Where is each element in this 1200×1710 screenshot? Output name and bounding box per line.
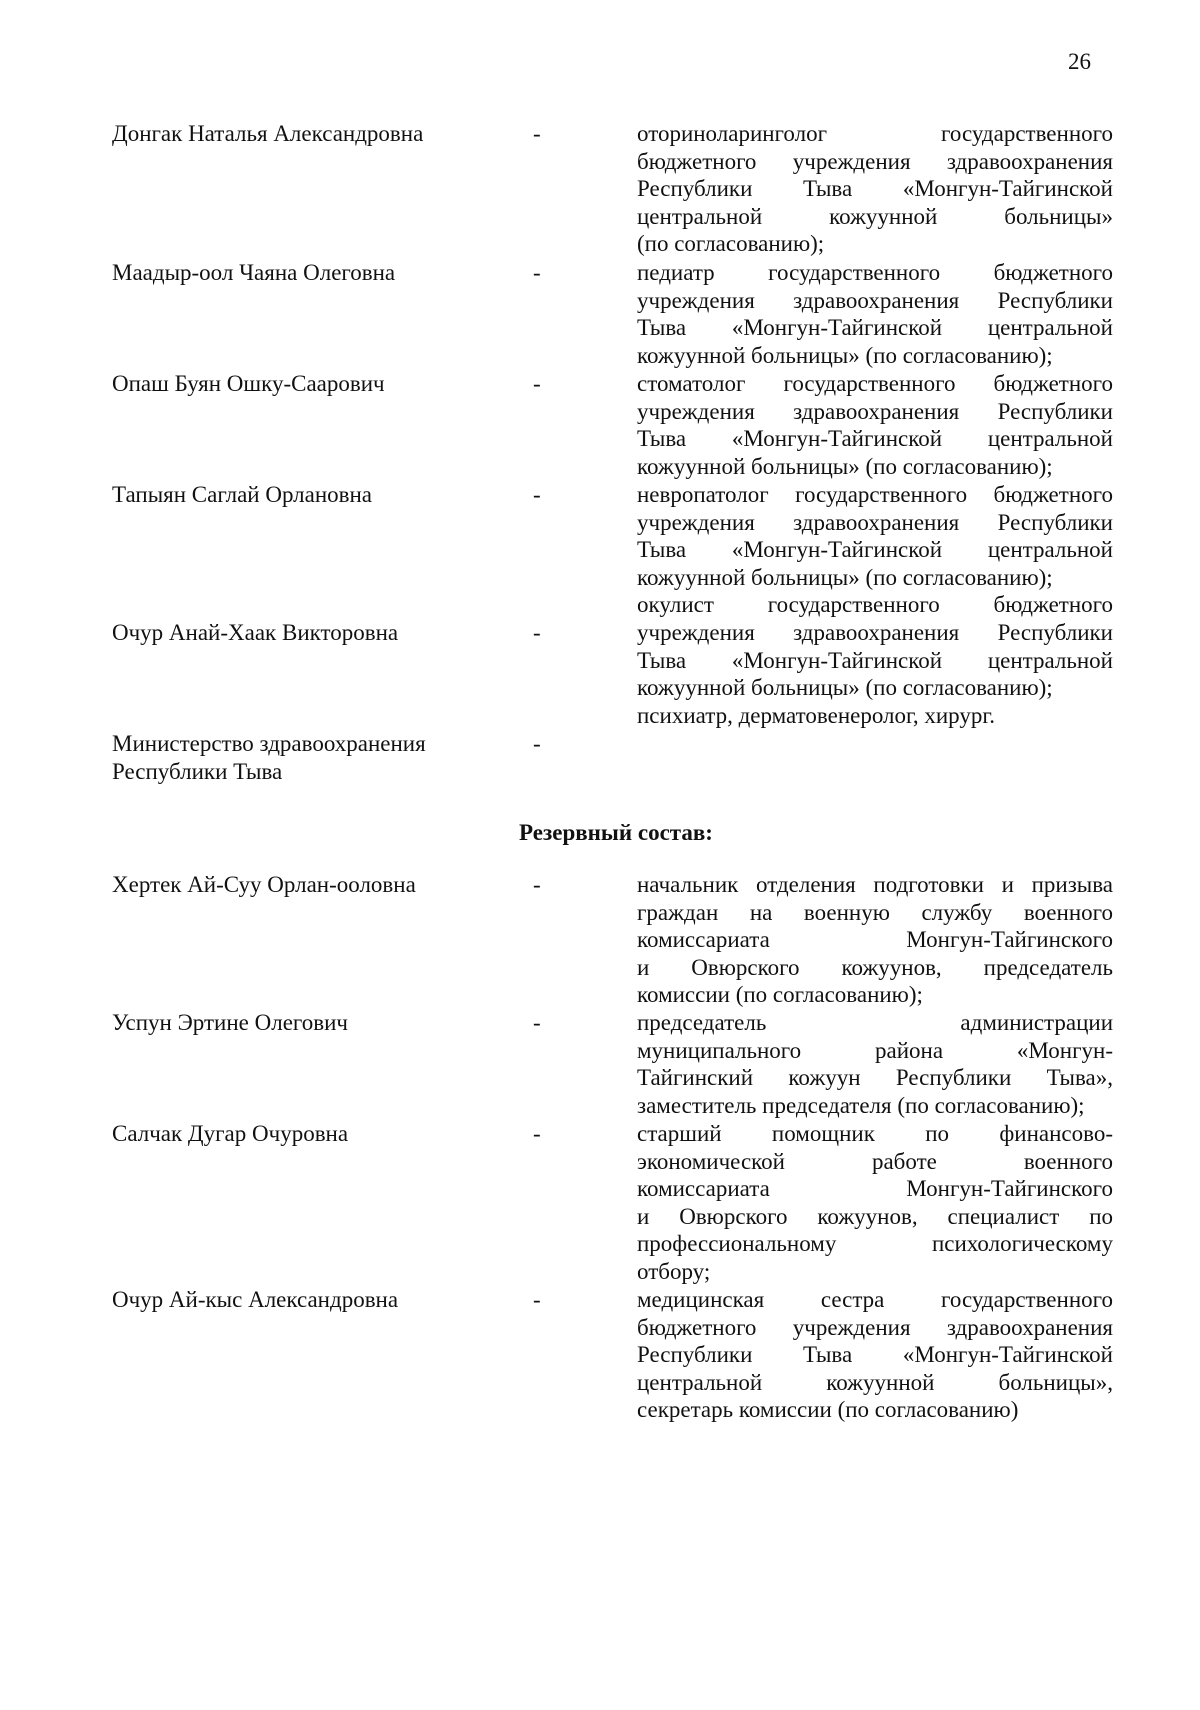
member-dash: - (533, 731, 541, 756)
description-line: кожуунной больницы» (по согласованию); (637, 564, 1053, 590)
description-line: кожуунной больницы» (по согласованию); (637, 675, 1053, 700)
description-line: отбору; (637, 1258, 711, 1284)
description-line: Тыва «Монгун-Тайгинской центральной (637, 315, 1113, 340)
description-line: Тыва «Монгун-Тайгинской центральной (637, 426, 1113, 451)
description-line: медицинская сестра государственного (637, 1287, 1113, 1312)
description-line: центральной кожуунной больницы», (637, 1369, 1113, 1395)
description-line: старший помощник по финансово- (637, 1121, 1113, 1146)
description-line: Республики Тыва «Монгун-Тайгинской (637, 176, 1113, 201)
description-line: кожуунной больницы» (по согласованию); (637, 453, 1053, 479)
description-line: заместитель председателя (по согласованию); (637, 1092, 1085, 1118)
member-dash: - (533, 620, 541, 645)
description-line: и Овюрского кожуунов, председатель (637, 954, 1113, 980)
description-line: бюджетного учреждения здравоохранения (637, 148, 1113, 174)
description-line: стоматолог государственного бюджетного (637, 371, 1113, 396)
description-line: комиссариата Монгун-Тайгинского (637, 927, 1113, 952)
member-name: Опаш Буян Ошку-Саарович (112, 371, 385, 396)
description-line: Тайгинский кожуун Республики Тыва», (637, 1065, 1113, 1090)
description-line: бюджетного учреждения здравоохранения (637, 1314, 1113, 1340)
description-line: начальник отделения подготовки и призыва (637, 872, 1113, 897)
description-line: учреждения здравоохранения Республики (637, 620, 1113, 645)
description-line: невропатолог государственного бюджетного (637, 482, 1113, 507)
description-line: Республики Тыва «Монгун-Тайгинской (637, 1342, 1113, 1367)
description-line: учреждения здравоохранения Республики (637, 398, 1113, 424)
member-dash: - (533, 260, 541, 285)
description-line: профессиональному психологическому (637, 1231, 1113, 1256)
member-name: Салчак Дугар Очуровна (112, 1121, 349, 1146)
description-line: муниципального района «Монгун- (637, 1037, 1113, 1063)
description-line: и Овюрского кожуунов, специалист по (637, 1203, 1113, 1229)
member-description (637, 481, 1113, 619)
member-name (112, 730, 512, 785)
description-line: граждан на военную службу военного (637, 899, 1113, 925)
member-name: Донгак Наталья Александровна (112, 121, 424, 146)
member-name: Маадыр-оол Чаяна Олеговна (112, 260, 396, 285)
member-name: Очур Ай-кыс Александровна (112, 1287, 399, 1312)
description-line: секретарь комиссии (по согласованию) (637, 1397, 1019, 1422)
member-name: Успун Эртине Олегович (112, 1010, 348, 1035)
member-description (637, 370, 1113, 480)
member-description (637, 1286, 1113, 1424)
member-dash: - (533, 1010, 541, 1035)
member-dash: - (533, 371, 541, 396)
description-line: экономической работе военного (637, 1148, 1113, 1174)
description-line: оториноларинголог государственного (637, 121, 1113, 146)
page-number: 26 (1068, 49, 1091, 74)
member-name: Тапыян Саглай Орлановна (112, 482, 373, 507)
member-dash: - (533, 1121, 541, 1146)
description-line: учреждения здравоохранения Республики (637, 509, 1113, 535)
description-line: комиссариата Монгун-Тайгинского (637, 1176, 1113, 1201)
description-line: Тыва «Монгун-Тайгинской центральной (637, 647, 1113, 673)
member-description (637, 259, 1113, 369)
member-dash: - (533, 1287, 541, 1312)
member-name-line: Республики Тыва (112, 758, 283, 784)
member-description (637, 871, 1113, 1009)
member-description (637, 1120, 1113, 1285)
description-line: педиатр государственного бюджетного (637, 260, 1113, 285)
member-description (637, 619, 1113, 729)
member-description (637, 1009, 1113, 1119)
description-line: (по согласованию); (637, 231, 825, 256)
description-line: центральной кожуунной больницы» (637, 203, 1113, 229)
description-line: комиссии (по согласованию); (637, 982, 923, 1007)
description-line: учреждения здравоохранения Республики (637, 287, 1113, 313)
description-line: окулист государственного бюджетного (637, 592, 1113, 617)
description-line: кожуунной больницы» (по согласованию); (637, 342, 1053, 368)
reserve-heading-text: Резервный состав: (519, 820, 713, 845)
member-dash: - (533, 121, 541, 146)
member-name: Очур Анай-Хаак Викторовна (112, 620, 399, 645)
member-name: Хертек Ай-Суу Орлан-ооловна (112, 872, 416, 897)
description-line: председатель администрации (637, 1010, 1113, 1035)
reserve-heading (0, 819, 1200, 847)
member-name-line: Министерство здравоохранения (112, 731, 426, 756)
member-dash: - (533, 872, 541, 897)
description-line: Тыва «Монгун-Тайгинской центральной (637, 537, 1113, 562)
member-dash: - (533, 482, 541, 507)
member-description (637, 120, 1113, 258)
description-line: психиатр, дерматовенеролог, хирург. (637, 702, 995, 728)
